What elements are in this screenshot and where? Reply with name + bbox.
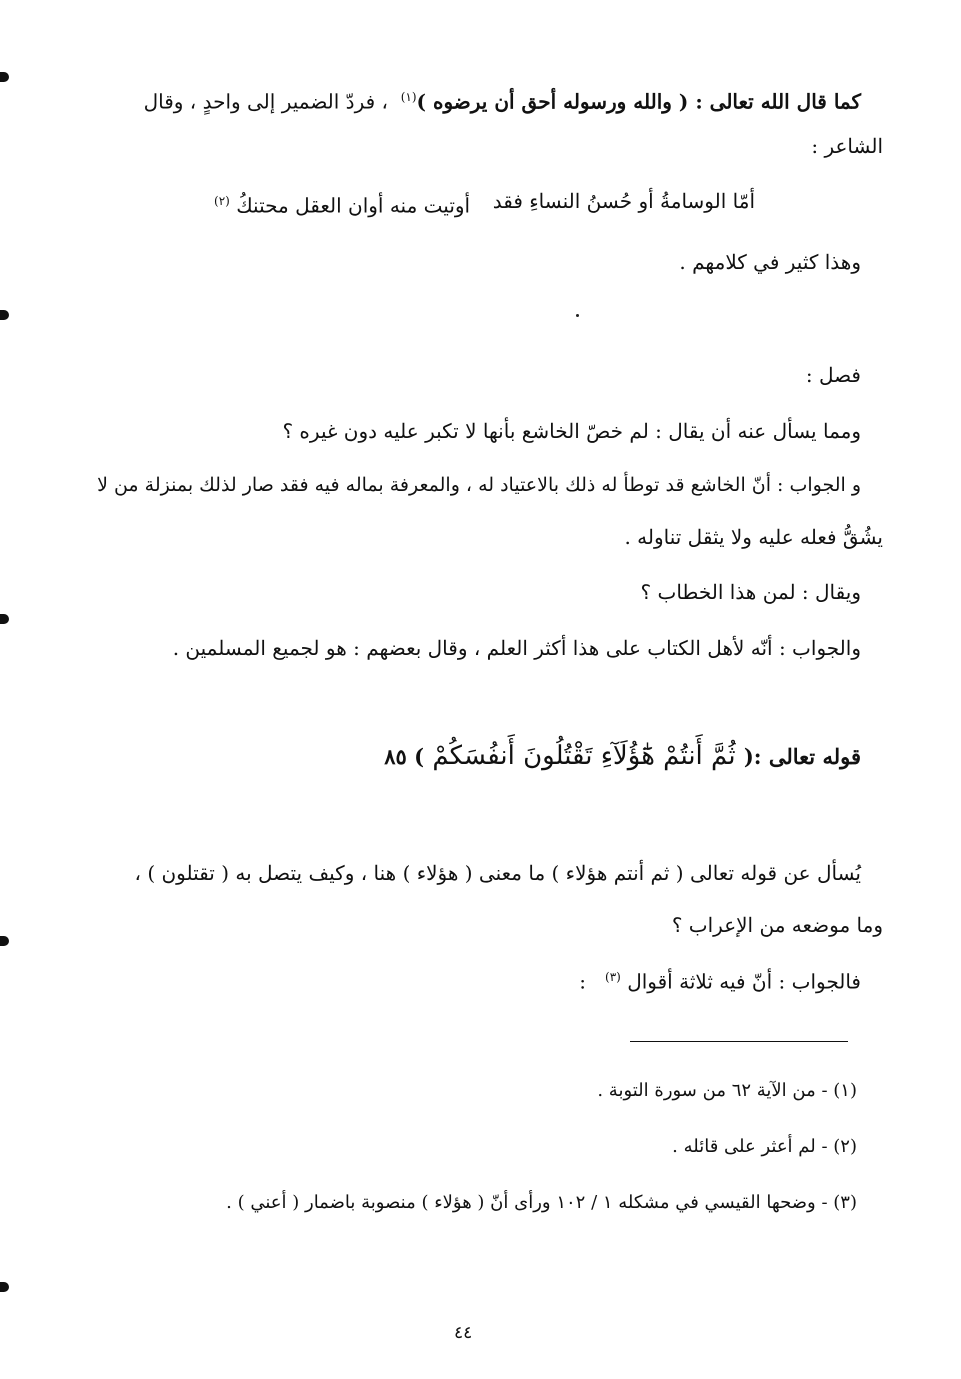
answer-1-line-2: يشُقُّ فعله عليه ولا يثقل تناوله . xyxy=(624,525,883,549)
footnote-1: (١) - من الآية ٦٢ من سورة التوبة . xyxy=(597,1080,857,1101)
footnote-2: (٢) - لم أعثر على قائله . xyxy=(672,1136,857,1157)
footnote-3: (٣) - وضحها القيسي في مشكله ١ / ١٠٢ ورأى أنّ ( هؤلاء ) منصوبة باضمار ( أعني ) . xyxy=(226,1192,857,1213)
answer-3-text: فالجواب : أنّ فيه ثلاثة أقوال xyxy=(627,969,861,994)
scan-speck xyxy=(576,314,579,317)
question-3-line-1: يُسأل عن قوله تعالى ( ثم أنتم هؤلاء ) ما معنى ( هؤلاء ) هنا ، وكيف يتصل به ( تقتلون ) ، xyxy=(134,861,861,885)
scan-mark xyxy=(0,1282,9,1292)
answer-1-line-1: و الجواب : أنّ الخاشع قد توطأ له ذلك بالاعتياد له ، والمعرفة بماله فيه فقد صار لذلك بمنزلة من لا xyxy=(97,474,861,496)
scan-mark xyxy=(0,614,9,624)
footnote-ref-2: (٢) xyxy=(214,194,230,208)
poem-hemistich-2 xyxy=(214,186,470,221)
answer-2: والجواب : أنّه لأهل الكتاب على هذا أكثر العلم ، وقال بعضهم : هو لجميع المسلمين . xyxy=(172,636,861,660)
poem-hemistich-1: أمّا الوسامةُ أو حُسنُ النساءِ فقد xyxy=(492,189,755,213)
line1-tail: ، فردّ الضمير إلى واحدٍ ، وقال xyxy=(143,89,388,114)
poem-hemistich-2-text: أوتيت منه أوان العقل محتنكُ xyxy=(236,193,471,218)
question-2: ويقال : لمن هذا الخطاب ؟ xyxy=(640,580,861,604)
body-line-1 xyxy=(144,82,861,117)
answer-3-tail: : xyxy=(579,969,586,994)
scan-mark xyxy=(0,310,9,320)
section-heading: فصل : xyxy=(805,363,861,387)
body-line-2: الشاعر : xyxy=(811,134,883,158)
question-3-line-2: وما موضعه من الإعراب ؟ xyxy=(671,913,883,937)
footnote-ref-1: (١) xyxy=(400,90,417,104)
body-line-4: وهذا كثير في كلامهم . xyxy=(679,250,861,274)
footnote-ref-3: (٣) xyxy=(605,970,621,984)
scan-mark xyxy=(0,72,9,82)
scan-mark xyxy=(0,936,9,946)
line1-text: كما قال الله تعالى : ( والله ورسوله أحق أن يرضوه ) xyxy=(416,89,861,114)
verse-suffix: ) ٨٥ xyxy=(384,744,425,769)
page-number: ٤٤ xyxy=(454,1323,473,1343)
footnote-divider xyxy=(630,1041,848,1042)
verse-text: ثُمَّ أَنتُمْ هَٰٓؤُلَآءِ تَقْتُلُونَ أَنفُسَكُمْ xyxy=(432,741,736,771)
answer-3 xyxy=(579,962,861,997)
verse-prefix: قوله تعالى :( xyxy=(743,744,861,769)
question-1: ومما يسأل عنه أن يقال : لم خصّ الخاشع بأنها لا تكبر عليه دون غيره ؟ xyxy=(282,419,861,443)
verse-line xyxy=(384,736,861,777)
